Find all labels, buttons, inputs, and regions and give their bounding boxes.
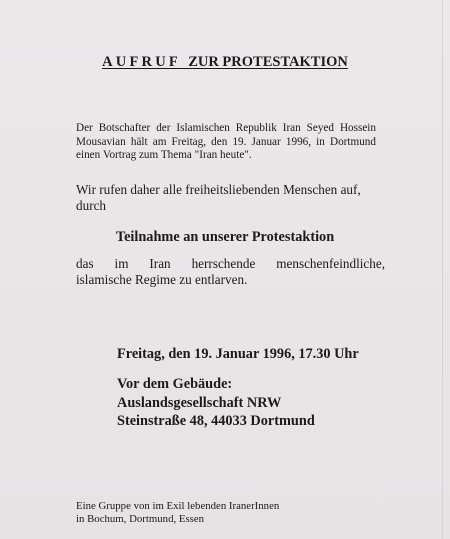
location-line-1: Vor dem Gebäude: [117, 376, 233, 392]
page-title [0, 53, 450, 71]
participation-heading: Teilnahme an unserer Protestaktion [115, 229, 335, 245]
signature-block [76, 500, 279, 526]
purpose-line-1: das im Iran herrschende menschenfeindliche, [76, 256, 385, 271]
signature-line-2: in Bochum, Dortmund, Essen [76, 513, 205, 525]
location-line-3: Steinstraße 48, 44033 Dortmund [117, 413, 315, 429]
event-location [117, 375, 315, 431]
purpose-line-2: islamische Regime zu entlarven. [76, 272, 248, 287]
event-date-time: Freitag, den 19. Januar 1996, 17.30 Uhr [117, 346, 359, 362]
purpose-paragraph [76, 256, 385, 288]
intro-paragraph: Der Botschafter der Islamischen Republik Iran Seyed Hossein Mousavian hält am Freitag, den 19. Januar 1996, in Dortmund einen Vortrag zum Thema "Iran heute". [76, 122, 376, 161]
appeal-paragraph: Wir rufen daher alle freiheitsliebenden Menschen auf, durch [76, 182, 361, 213]
location-line-2: Auslandsgesellschaft NRW [117, 394, 282, 411]
page-edge-divider [442, 0, 443, 539]
title-spaced-word: AUFRUF [102, 54, 181, 70]
title-rest: ZUR PROTESTAKTION [188, 54, 348, 70]
signature-line-1: Eine Gruppe von im Exil lebenden IranerInnen [76, 500, 280, 512]
